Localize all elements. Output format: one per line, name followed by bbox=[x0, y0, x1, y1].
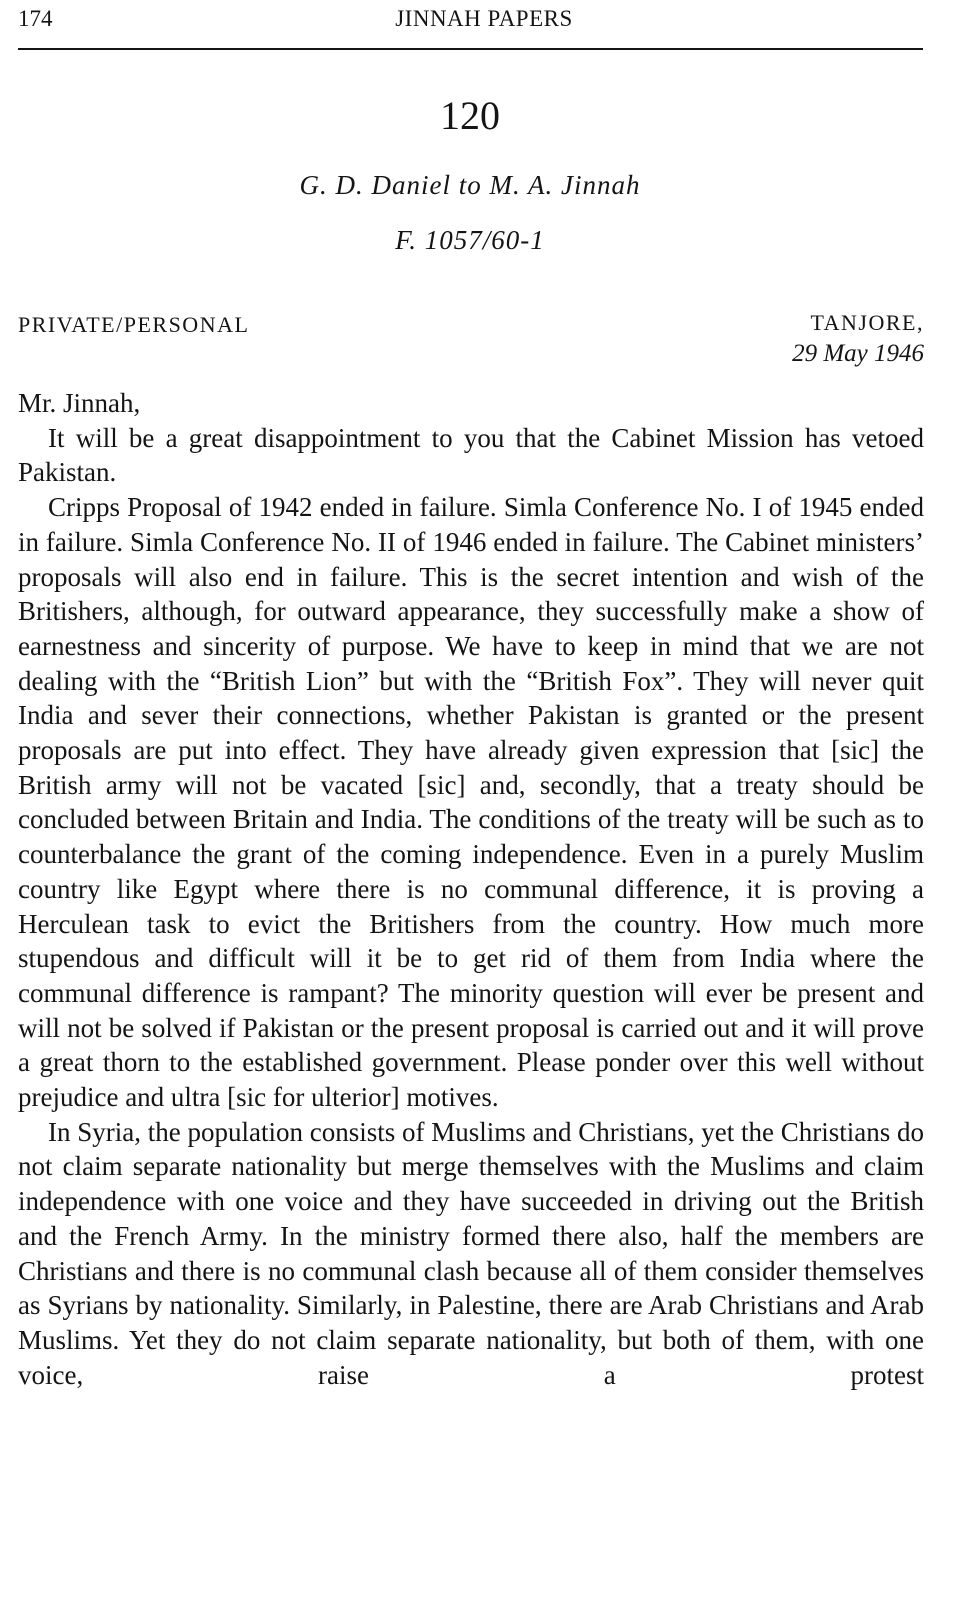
page-number: 174 bbox=[18, 6, 53, 31]
running-title: JINNAH PAPERS bbox=[395, 6, 573, 31]
document-number: 120 bbox=[440, 93, 500, 138]
body-paragraph-2: Cripps Proposal of 1942 ended in failure. Simla Conference No. I of 1945 ended in failure. Simla Conference No. II of 1946 ended in failure. The Cabinet ministers’ proposals will also end in failure. This is the secret intention and wish of the Britishers, although, for outward appearance, they successfully make a show of earnestness and sincerity of purpose. We have to keep in mind that we are not dealing with the “British Lion” but with the “British Fox”. They will never quit India and sever their connections, whether Pakistan is granted or the present proposals are put into effect. They have already given expression that [sic] the British army will not be vacated [sic] and, secondly, that a treaty should be concluded between Britain and India. The conditions of the treaty will be such as to counterbalance the grant of the coming independence. Even in a purely Muslim country like Egypt where there is no communal difference, it is proving a Herculean task to evict the Britishers from the country. How much more stupendous and difficult will it be to get rid of them from India where the communal difference is rampant? The minority question will ever be present and will not be solved if Pakistan or the present proposal is carried out and it will prove a great thorn to the established government. Please ponder over this well without prejudice and ultra [sic for ulterior] motives. bbox=[18, 492, 924, 1113]
salutation: Mr. Jinnah, bbox=[18, 388, 141, 418]
letter-body bbox=[18, 386, 924, 1392]
header-rule bbox=[18, 48, 923, 50]
document-title: G. D. Daniel to M. A. Jinnah bbox=[299, 170, 641, 200]
body-paragraph-3: In Syria, the population consists of Muslims and Christians, yet the Christians do not claim separate nationality but merge themselves with the Muslims and claim independence with one voice and they have succeeded in driving out the British and the French Army. In the ministry formed there also, half the members are Christians and there is no communal clash because all of them consider themselves as Syrians by nationality. Similarly, in Palestine, there are Arab Christians and Arab Muslims. Yet they do not claim separate nationality, but both of them, with one voice, raise a protest bbox=[18, 1116, 924, 1390]
document-reference: F. 1057/60-1 bbox=[395, 225, 545, 255]
body-paragraph-1: It will be a great disappointment to you that the Cabinet Mission has vetoed Pakistan. bbox=[18, 422, 924, 488]
classification-label: PRIVATE/PERSONAL bbox=[18, 312, 250, 337]
running-header bbox=[0, 6, 968, 36]
letter-date: 29 May 1946 bbox=[792, 340, 924, 367]
letter-place: TANJORE, bbox=[810, 310, 924, 335]
